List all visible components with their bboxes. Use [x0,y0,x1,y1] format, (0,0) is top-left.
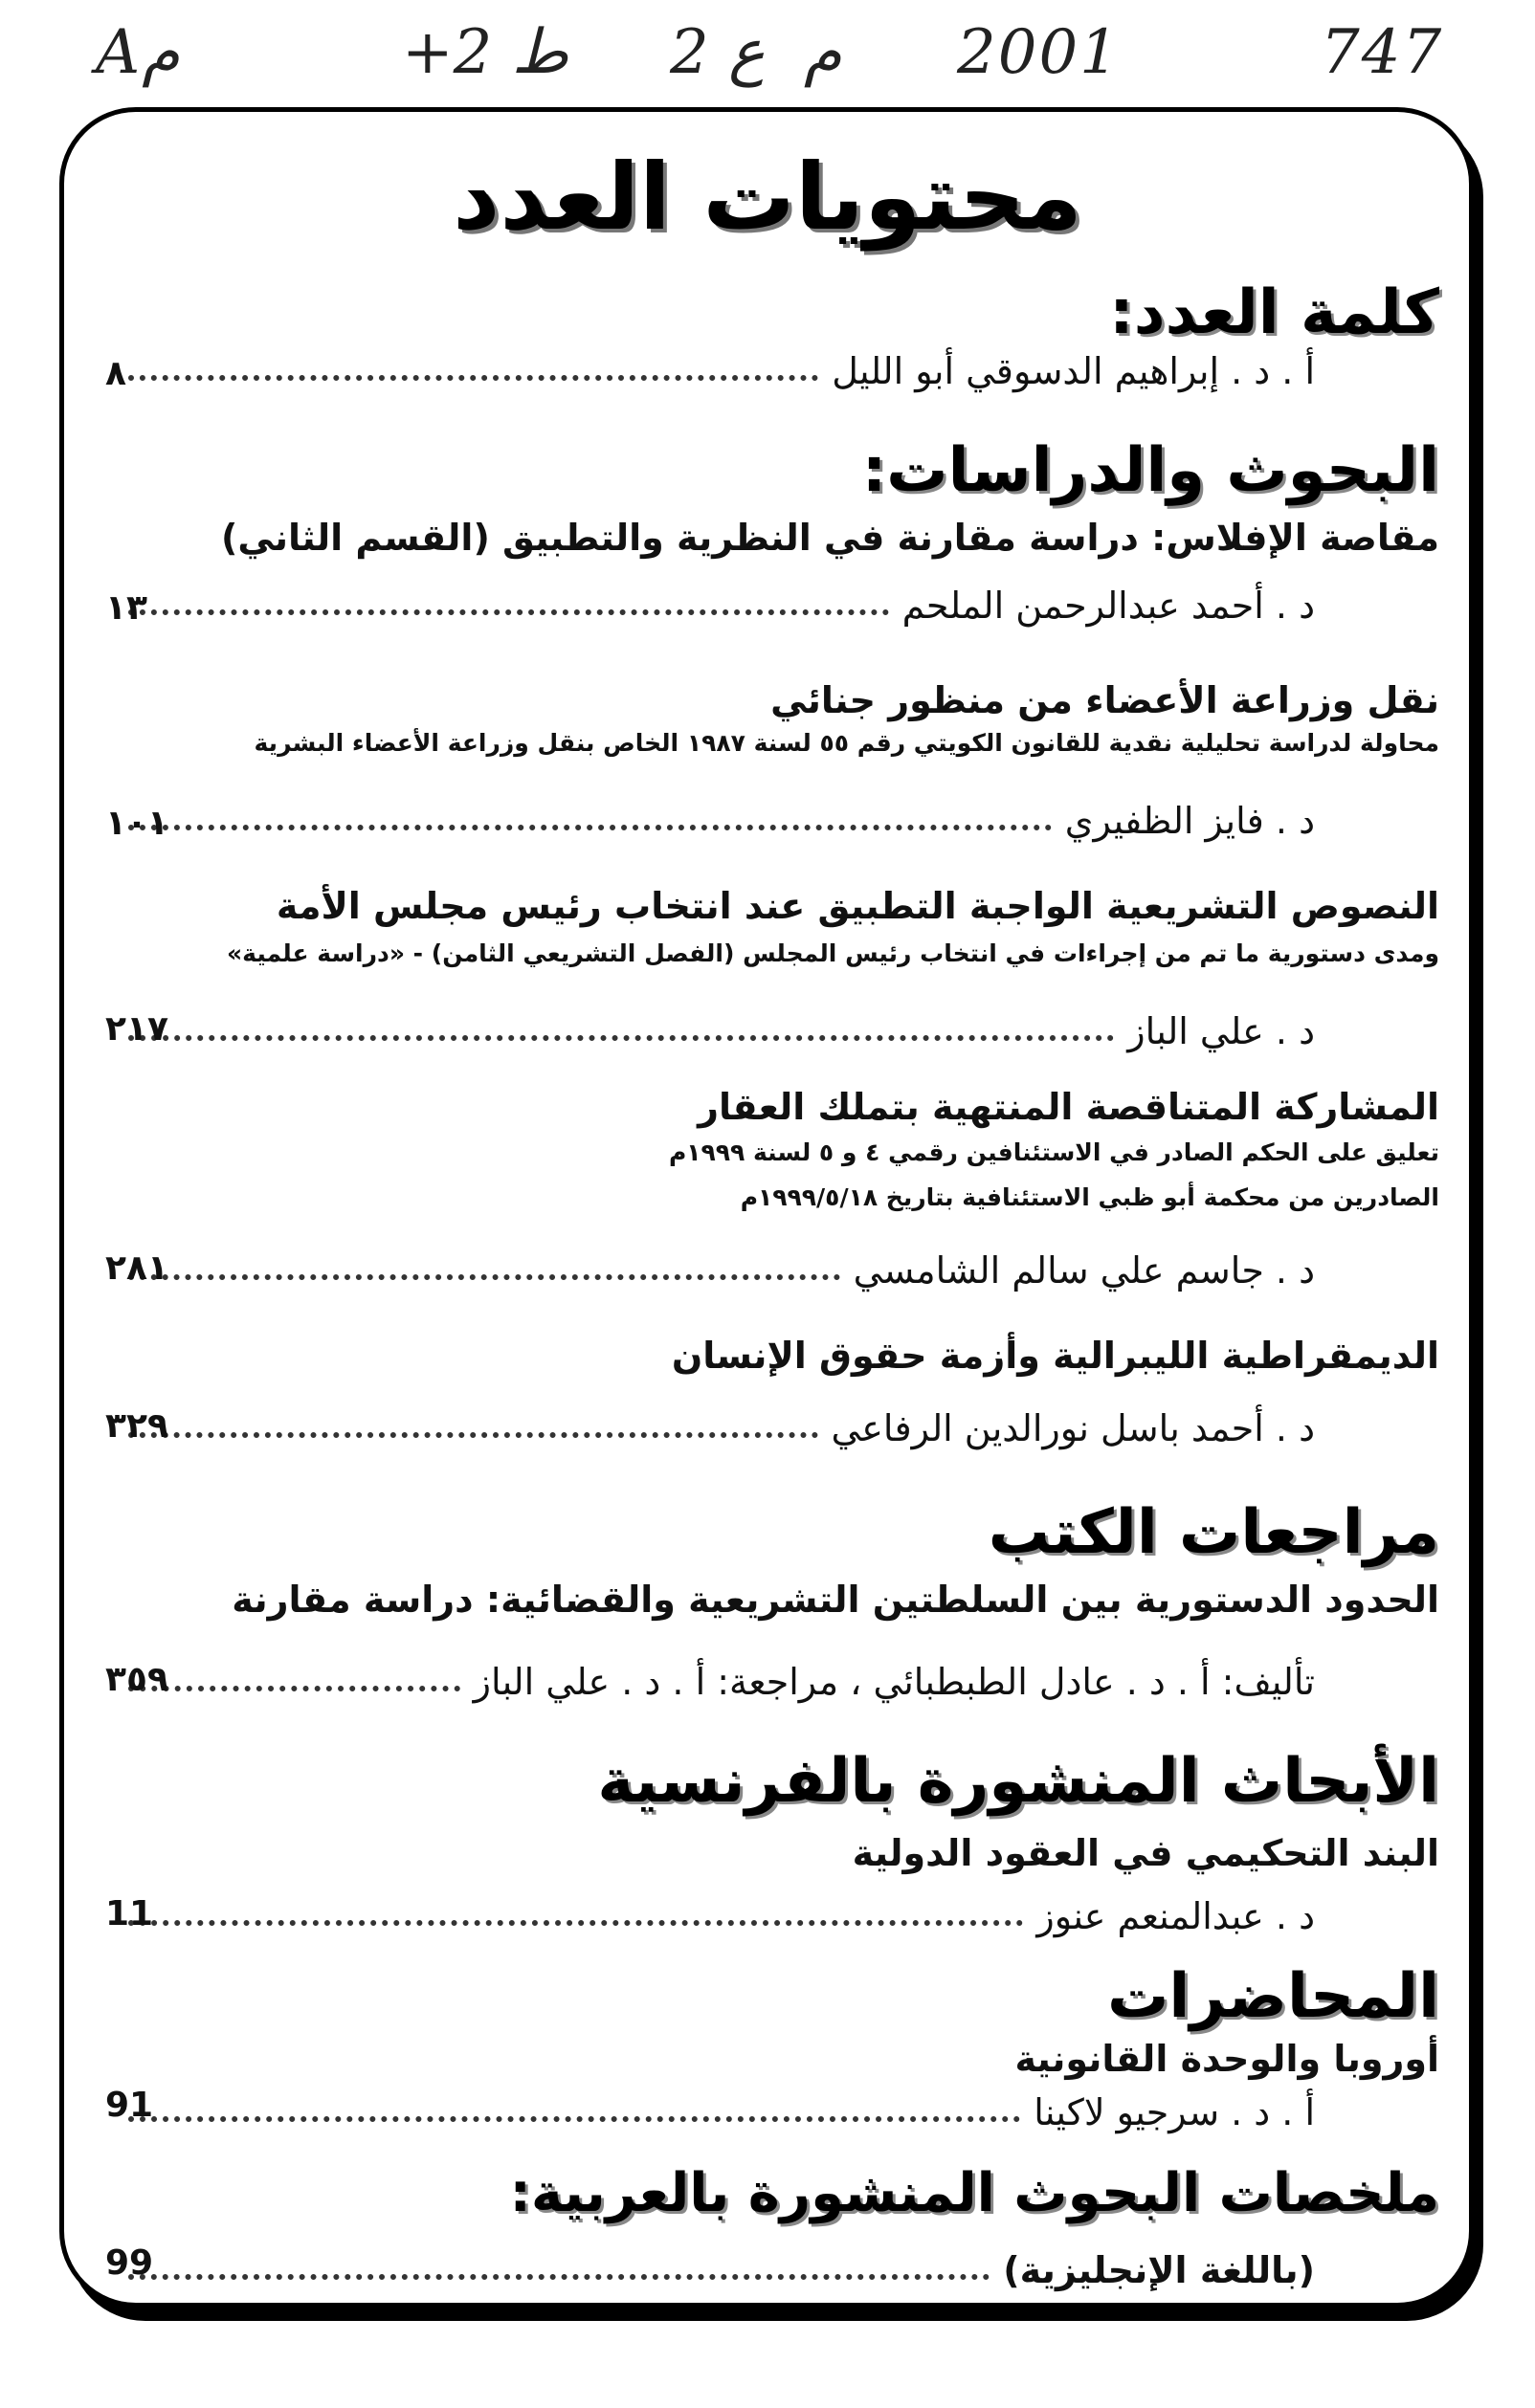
toc-entry[interactable] [115,1880,1315,1937]
handwritten-mark-e: 2001 [957,17,1121,88]
entry-author: د . علي الباز [1127,1010,1315,1052]
entry-title[interactable]: أوروبا والوحدة القانونية [1014,2038,1439,2080]
dot-leader [128,1920,1023,1926]
page-title: محتويات العدد [453,144,1082,251]
toc-entry[interactable] [115,784,1315,842]
page-number: ٢٨١ [105,1248,168,1288]
page-number: ٨ [105,354,126,393]
entry-author: أ . د . إبراهيم الدسوقي أبو الليل [832,350,1315,392]
entry-subtitle: (باللغة الإنجليزية) [1003,2249,1315,2291]
page-number: 99 [105,2243,154,2283]
page-number: 91 [105,2086,154,2125]
toc-entry[interactable] [115,1392,1315,1449]
dot-leader [128,609,889,615]
toc-entry[interactable] [115,1234,1315,1292]
section-heading-summaries: ملخصات البحوث المنشورة بالعربية: [509,2162,1439,2224]
entry-subtitle: ومدى دستورية ما تم من إجراءات في انتخاب رئيس المجلس (الفصل التشريعي الثامن) - «دراسة علمية» [227,939,1439,967]
entry-author: د . فايز الظفيري [1064,800,1315,842]
section-heading-editorial: كلمة العدد: [1109,277,1439,348]
entry-title[interactable]: البند التحكيمي في العقود الدولية [852,1832,1439,1874]
page-number: ١٠١ [105,804,168,843]
section-heading-french: الأبحاث المنشورة بالفرنسية [597,1746,1439,1817]
handwritten-mark-f: 747 [1321,17,1444,88]
entry-title[interactable]: الحدود الدستورية بين السلطتين التشريعية والقضائية: دراسة مقارنة [232,1579,1439,1621]
entry-title[interactable]: النصوص التشريعية الواجبة التطبيق عند انتخاب رئيس مجلس الأمة [276,885,1439,927]
handwritten-mark-c: 2 ع [670,17,766,88]
page-number: ٣٢٩ [105,1406,168,1446]
page-number: ١٣ [105,588,147,628]
page-number: ٢١٧ [105,1009,168,1049]
toc-entry[interactable] [115,2076,1315,2133]
toc-entry[interactable] [115,995,1315,1052]
handwritten-mark-b: +2 ط [402,17,568,88]
toc-entry[interactable] [115,569,1315,627]
entry-author: تأليف: أ . د . عادل الطبطبائي ، مراجعة: أ . د . علي الباز [473,1661,1315,1703]
entry-title[interactable]: المشاركة المتناقصة المنتهية بتملك العقار [698,1086,1439,1128]
dot-leader [128,1274,840,1280]
dot-leader [128,375,818,381]
dot-leader [128,825,1052,830]
section-heading-reviews: مراجعات الكتب [988,1497,1439,1568]
page-number: 11 [105,1894,154,1933]
toc-entry-summaries[interactable] [115,2234,1315,2291]
entry-author: أ . د . سرجيو لاكينا [1034,2091,1315,2133]
dot-leader [128,2116,1020,2122]
toc-entry-editorial[interactable] [115,335,1315,392]
entry-subtitle: الصادرين من محكمة أبو ظبي الاستئنافية بتاريخ ١٩٩٩/٥/١٨م [740,1183,1439,1211]
section-heading-research: البحوث والدراسات: [861,435,1439,506]
handwritten-mark-a: Aم [96,17,180,88]
entry-subtitle: تعليق على الحكم الصادر في الاستئنافين رقمي ٤ و ٥ لسنة ١٩٩٩م [668,1138,1439,1166]
entry-title[interactable]: مقاصة الإفلاس: دراسة مقارنة في النظرية والتطبيق (القسم الثاني) [220,517,1439,559]
dot-leader [128,2274,990,2280]
dot-leader [128,1432,818,1438]
entry-subtitle: محاولة لدراسة تحليلية نقدية للقانون الكويتي رقم ٥٥ لسنة ١٩٨٧ الخاص بنقل وزراعة الأعضاء البشرية [254,729,1439,757]
handwritten-mark-d: م [804,17,842,88]
entry-title[interactable]: الديمقراطية الليبرالية وأزمة حقوق الإنسان [671,1335,1439,1377]
entry-author: د . أحمد باسل نورالدين الرفاعي [831,1407,1315,1449]
dot-leader [128,1035,1114,1041]
entry-title[interactable]: نقل وزراعة الأعضاء من منظور جنائي [770,679,1439,721]
page-number: ٣٥٩ [105,1660,168,1699]
entry-author: د . عبدالمنعم عنوز [1036,1895,1315,1937]
entry-author: د . جاسم علي سالم الشامسي [853,1249,1315,1292]
toc-entry[interactable] [115,1646,1315,1703]
section-heading-lectures: المحاضرات [1107,1961,1439,2032]
entry-author: د . أحمد عبدالرحمن الملحم [901,585,1315,627]
